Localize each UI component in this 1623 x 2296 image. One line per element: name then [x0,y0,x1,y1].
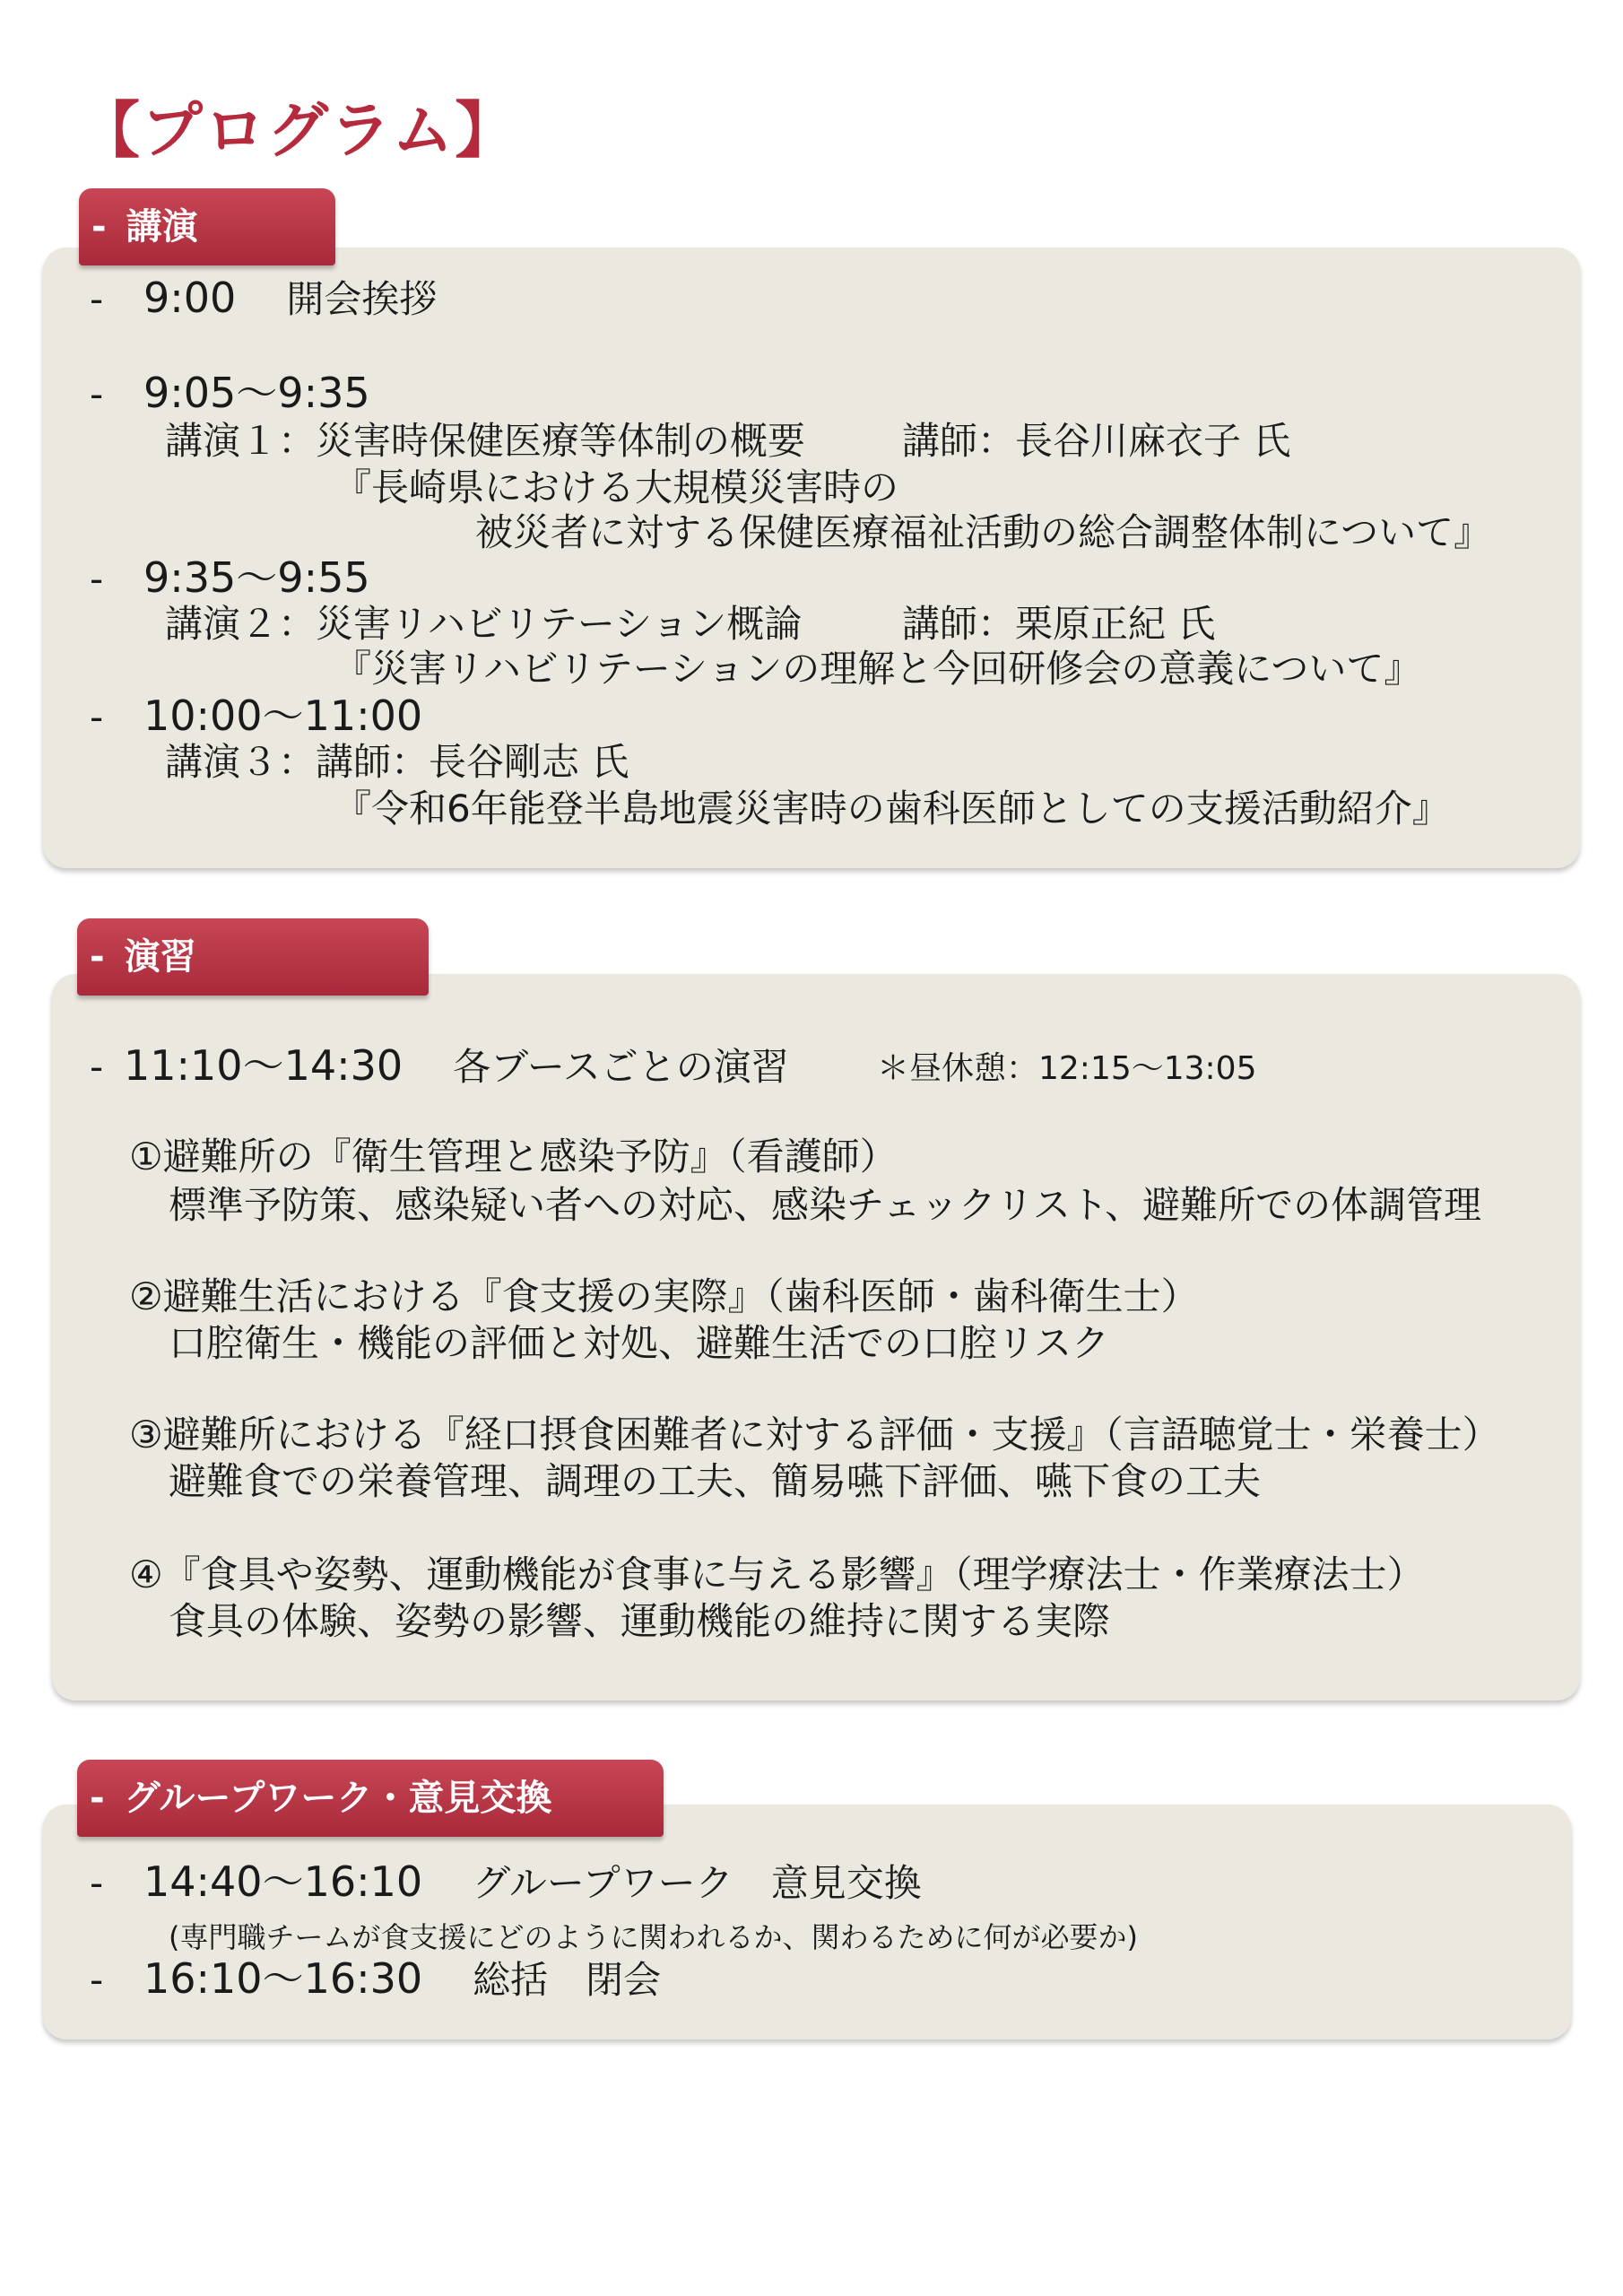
exercise-time-line: - 11:10～14:30 各ブースごとの演習 [90,1041,789,1090]
lecture3-time-line: - 10:00～11:00 [90,691,423,740]
lecture1-subtitle-1: 『長崎県における大規模災害時の [334,465,899,509]
groupwork-text: グループワーク 意見交換 [473,1861,922,1905]
page-title: 【プログラム】 [79,96,518,167]
groupwork-time: 14:40～16:10 [143,1857,423,1906]
lunch-note: ＊昼休憩：12:15～13:05 [877,1050,1257,1087]
groupwork-line: - 14:40～16:10 グループワーク 意見交換 [90,1857,922,1906]
lecture1-time-line: - 9:05～9:35 [90,369,370,417]
closing-text: 総括 閉会 [473,1958,662,2002]
group-tab-label: グループワーク・意見交換 [124,1778,552,1819]
opening-line: - 9:00 開会挨拶 [90,274,438,322]
lecture1-subtitle-2: 被災者に対する保健医療福祉活動の総合調整体制について』 [475,510,1492,554]
exercise-text: 各ブースごとの演習 [453,1045,789,1089]
lecture1-title: 講演１：災害時保健医療等体制の概要 [165,419,806,463]
opening-time: 9:00 [143,274,237,322]
booth-1-title: ①避難所の『衛生管理と感染予防』（看護師） [129,1135,898,1178]
lecture2-lecturer: 講師：栗原正紀 氏 [902,602,1216,646]
booth-2-desc: 口腔衛生・機能の評価と対処、避難生活での口腔リスク [169,1321,1110,1365]
lecture2-time-line: - 9:35～9:55 [90,553,370,602]
booth-2-title: ②避難生活における『食支援の実際』（歯科医師・歯科衛生士） [129,1274,1199,1318]
opening-text: 開会挨拶 [286,277,438,321]
lecture1-time: 9:05～9:35 [143,369,370,417]
lecture2-time: 9:35～9:55 [143,553,370,602]
closing-time: 16:10～16:30 [143,1954,423,2003]
closing-line: - 16:10～16:30 総括 閉会 [90,1954,662,2003]
lecture2-subtitle: 『災害リハビリテーションの理解と今回研修会の意義について』 [334,647,1422,691]
lecture-tab: - 講演 [79,188,335,265]
lecture3-title: 講演３：講師：長谷剛志 氏 [165,740,629,784]
booth-4-desc: 食具の体験、姿勢の影響、運動機能の維持に関する実際 [169,1599,1111,1643]
exercise-tab: - 演習 [77,918,429,996]
groupwork-note: (専門職チームが食支援にどのように関われるか、関わるために何が必要か) [169,1920,1138,1954]
exercise-tab-label: 演習 [124,936,196,978]
booth-4-title: ④『食具や姿勢、運動機能が食事に与える影響』（理学療法士・作業療法士） [129,1552,1425,1596]
booth-3-desc: 避難食での栄養管理、調理の工夫、簡易嚥下評価、嚥下食の工夫 [169,1459,1262,1503]
lecture3-subtitle: 『令和6年能登半島地震災害時の歯科医師としての支援活動紹介』 [334,787,1450,831]
group-tab: - グループワーク・意見交換 [77,1760,664,1837]
exercise-time: 11:10～14:30 [124,1041,404,1090]
lecture1-lecturer: 講師：長谷川麻衣子 氏 [902,419,1291,463]
lecture3-time: 10:00～11:00 [143,691,423,740]
lecture2-title: 講演２：災害リハビリテーション概論 [165,602,803,646]
booth-3-title: ③避難所における『経口摂食困難者に対する評価・支援』（言語聴覚士・栄養士） [129,1413,1500,1457]
booth-1-desc: 標準予防策、感染疑い者への対応、感染チェックリスト、避難所での体調管理 [169,1183,1482,1227]
lecture-tab-label: 講演 [126,206,198,248]
